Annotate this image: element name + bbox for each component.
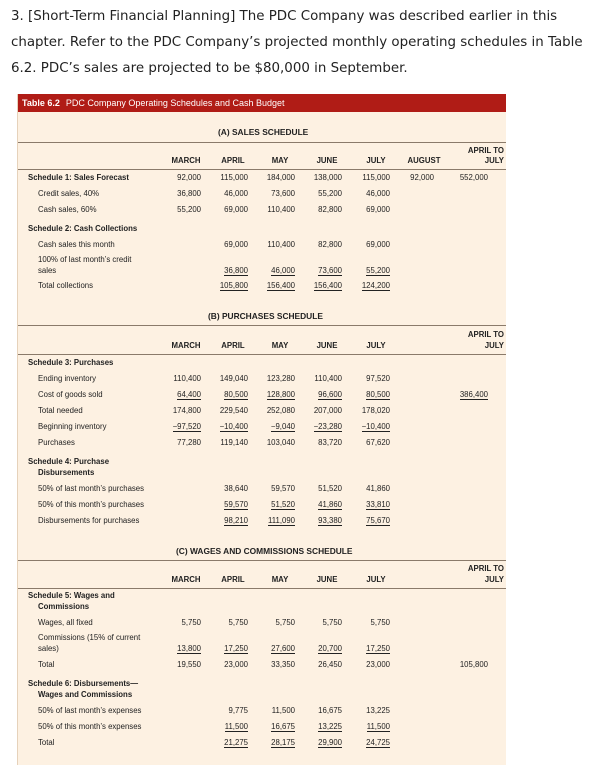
value: 36,800 [177,189,201,198]
header-april-to: APRIL TO [467,146,504,155]
value: 38,640 [224,484,248,493]
value: 16,675 [271,722,295,731]
value: 184,000 [266,173,295,182]
value: 82,800 [318,240,342,249]
schedule-4-title: Schedule 4: Purchase [28,457,110,466]
value: 111,090 [267,516,295,525]
row-label: Total needed [38,406,83,415]
value: 17,250 [366,644,390,653]
value: 46,000 [224,189,248,198]
value: 115,000 [220,173,248,182]
value: 174,800 [172,406,201,415]
value: 69,000 [366,205,390,214]
schedule-5-title-2: Commissions [38,602,90,611]
value: 92,000 [410,173,434,182]
value: 115,000 [362,173,390,182]
schedule-5-title: Schedule 5: Wages and [28,591,115,600]
value: 119,140 [220,438,248,447]
value: 5,750 [228,618,248,627]
section-b-title: (B) PURCHASES SCHEDULE [208,311,323,321]
row-label: Ending inventory [38,374,97,383]
value: 36,800 [224,266,248,275]
value: 20,700 [318,644,342,653]
table-number: Table 6.2 [22,98,60,108]
value: 92,000 [177,173,201,182]
value: 82,800 [318,205,342,214]
row-label: Purchases [38,438,75,447]
value: 41,860 [318,500,342,509]
row-label: Total [38,738,55,747]
schedule-1-title: Schedule 1: Sales Forecast [28,173,129,182]
value: 149,040 [219,374,248,383]
value: 96,600 [318,390,342,399]
value: 23,000 [224,660,248,669]
value: 46,000 [271,266,295,275]
last-month-credit-label: 100% of last month’s credit [38,255,132,264]
header-august: AUGUST [407,156,441,165]
commissions-label: Commissions (15% of current [38,633,141,642]
value: 16,675 [318,706,342,715]
schedule-4-title-2: Disbursements [38,468,95,477]
value: 26,450 [318,660,342,669]
header-july: JULY [366,156,386,165]
credit-sales-label: Credit sales, 40% [38,189,100,198]
schedule-6-title-2: Wages and Commissions [38,690,133,699]
value: 77,280 [177,438,201,447]
value: 103,040 [266,438,295,447]
header-april: APRIL [221,156,245,165]
row-label: 50% of last month’s purchases [38,484,145,493]
section-a-title: (A) SALES SCHEDULE [218,127,309,137]
header-may: MAY [271,575,289,584]
value: 55,200 [318,189,342,198]
table-6-2 [17,94,506,765]
header-july: JULY [366,341,386,350]
value: 156,400 [266,281,295,290]
row-label: 50% of this month’s purchases [38,500,145,509]
value: −23,280 [313,422,342,431]
value: 33,810 [366,500,390,509]
value: 207,000 [313,406,342,415]
value: 29,900 [318,738,342,747]
section-b-rule [18,325,506,326]
value: 229,540 [219,406,248,415]
value: 98,210 [224,516,248,525]
value: 69,000 [224,205,248,214]
schedule-3-title: Schedule 3: Purchases [28,358,114,367]
value: 41,860 [366,484,390,493]
row-label: Beginning inventory [38,422,107,431]
last-month-credit-label-2: sales [38,266,57,275]
value: 17,250 [224,644,248,653]
value: 73,600 [318,266,342,275]
header-april: APRIL [221,575,245,584]
value: 80,500 [366,390,390,399]
header-march: MARCH [171,575,201,584]
cash-sales-label: Cash sales, 60% [38,205,97,214]
header-june: JUNE [316,156,338,165]
value: 105,800 [219,281,248,290]
row-label: Disbursements for purchases [38,516,140,525]
commissions-label-2: sales) [38,644,59,653]
row-label: 50% of last month’s expenses [38,706,142,715]
problem-line: 6.2. PDC’s sales are projected to be $80,000 in September. [11,61,408,76]
value: 11,500 [366,722,390,731]
table-title-bar [18,94,506,112]
wages-label: Wages, all fixed [38,618,93,627]
header-may: MAY [271,341,289,350]
header-july-total: JULY [484,341,504,350]
value: −10,400 [361,422,390,431]
value: 5,750 [275,618,295,627]
value: 55,200 [177,205,201,214]
value: 51,520 [318,484,342,493]
value: 13,800 [177,644,201,653]
header-july-total: JULY [484,575,504,584]
value: 59,570 [224,500,248,509]
value: 128,800 [266,390,295,399]
value: 24,725 [366,738,390,747]
header-rule [18,354,506,355]
value: 46,000 [366,189,390,198]
value: 69,000 [366,240,390,249]
total-label: Total [38,660,55,669]
value: 13,225 [318,722,342,731]
schedule-2-title: Schedule 2: Cash Collections [28,224,138,233]
problem-line: chapter. Refer to the PDC Company’s projected monthly operating schedules in Table [11,35,583,50]
value: 124,200 [361,281,390,290]
cash-sales-month-label: Cash sales this month [38,240,115,249]
value: 138,000 [313,173,342,182]
value: −97,520 [172,422,201,431]
problem-statement [11,4,596,82]
value: 110,400 [173,374,201,383]
value: −10,400 [219,422,248,431]
value: 27,600 [271,644,295,653]
value: 5,750 [370,618,390,627]
header-june: JUNE [316,575,338,584]
row-label: 50% of this month’s expenses [38,722,142,731]
value: 55,200 [366,266,390,275]
problem-line: 3. [Short-Term Financial Planning] The PDC Company was described earlier in this [11,9,558,24]
section-c-rule [18,560,506,561]
header-may: MAY [271,156,289,165]
value: 73,600 [271,189,295,198]
section-c-title: (C) WAGES AND COMMISSIONS SCHEDULE [176,546,353,556]
value: 23,000 [366,660,390,669]
value: 67,620 [366,438,390,447]
header-rule [18,588,506,589]
header-june: JUNE [316,341,338,350]
value: 11,500 [271,706,295,715]
value: 110,400 [314,374,342,383]
value: 21,275 [224,738,248,747]
value: 51,520 [271,500,295,509]
header-march: MARCH [171,156,201,165]
value: 93,380 [318,516,342,525]
value: 105,800 [459,660,488,669]
value: 5,750 [322,618,342,627]
value: 156,400 [313,281,342,290]
value: 69,000 [224,240,248,249]
header-april: APRIL [221,341,245,350]
header-april-to: APRIL TO [467,564,504,573]
value: 5,750 [181,618,201,627]
value: 9,775 [228,706,248,715]
row-label: Cost of goods sold [38,390,103,399]
value: 80,500 [224,390,248,399]
section-a-rule [18,142,506,143]
header-rule [18,169,506,170]
value: 123,280 [266,374,295,383]
table-title: PDC Company Operating Schedules and Cash Budget [65,98,285,108]
value: 19,550 [177,660,201,669]
value: 97,520 [366,374,390,383]
value: 83,720 [318,438,342,447]
total-collections-label: Total collections [38,281,94,290]
value: 75,670 [366,516,390,525]
value: 59,570 [271,484,295,493]
value: −9,040 [270,422,295,431]
value: 33,350 [271,660,295,669]
value: 110,400 [267,205,295,214]
header-april-to: APRIL TO [467,330,504,339]
value: 552,000 [459,173,488,182]
value: 110,400 [267,240,295,249]
value: 28,175 [271,738,295,747]
header-july-total: JULY [484,156,504,165]
header-july: JULY [366,575,386,584]
value: 178,020 [361,406,390,415]
value: 252,080 [266,406,295,415]
schedule-6-title: Schedule 6: Disbursements— [28,679,139,688]
value: 386,400 [459,390,488,399]
value: 13,225 [366,706,390,715]
value: 11,500 [224,722,248,731]
value: 64,400 [177,390,201,399]
header-march: MARCH [171,341,201,350]
